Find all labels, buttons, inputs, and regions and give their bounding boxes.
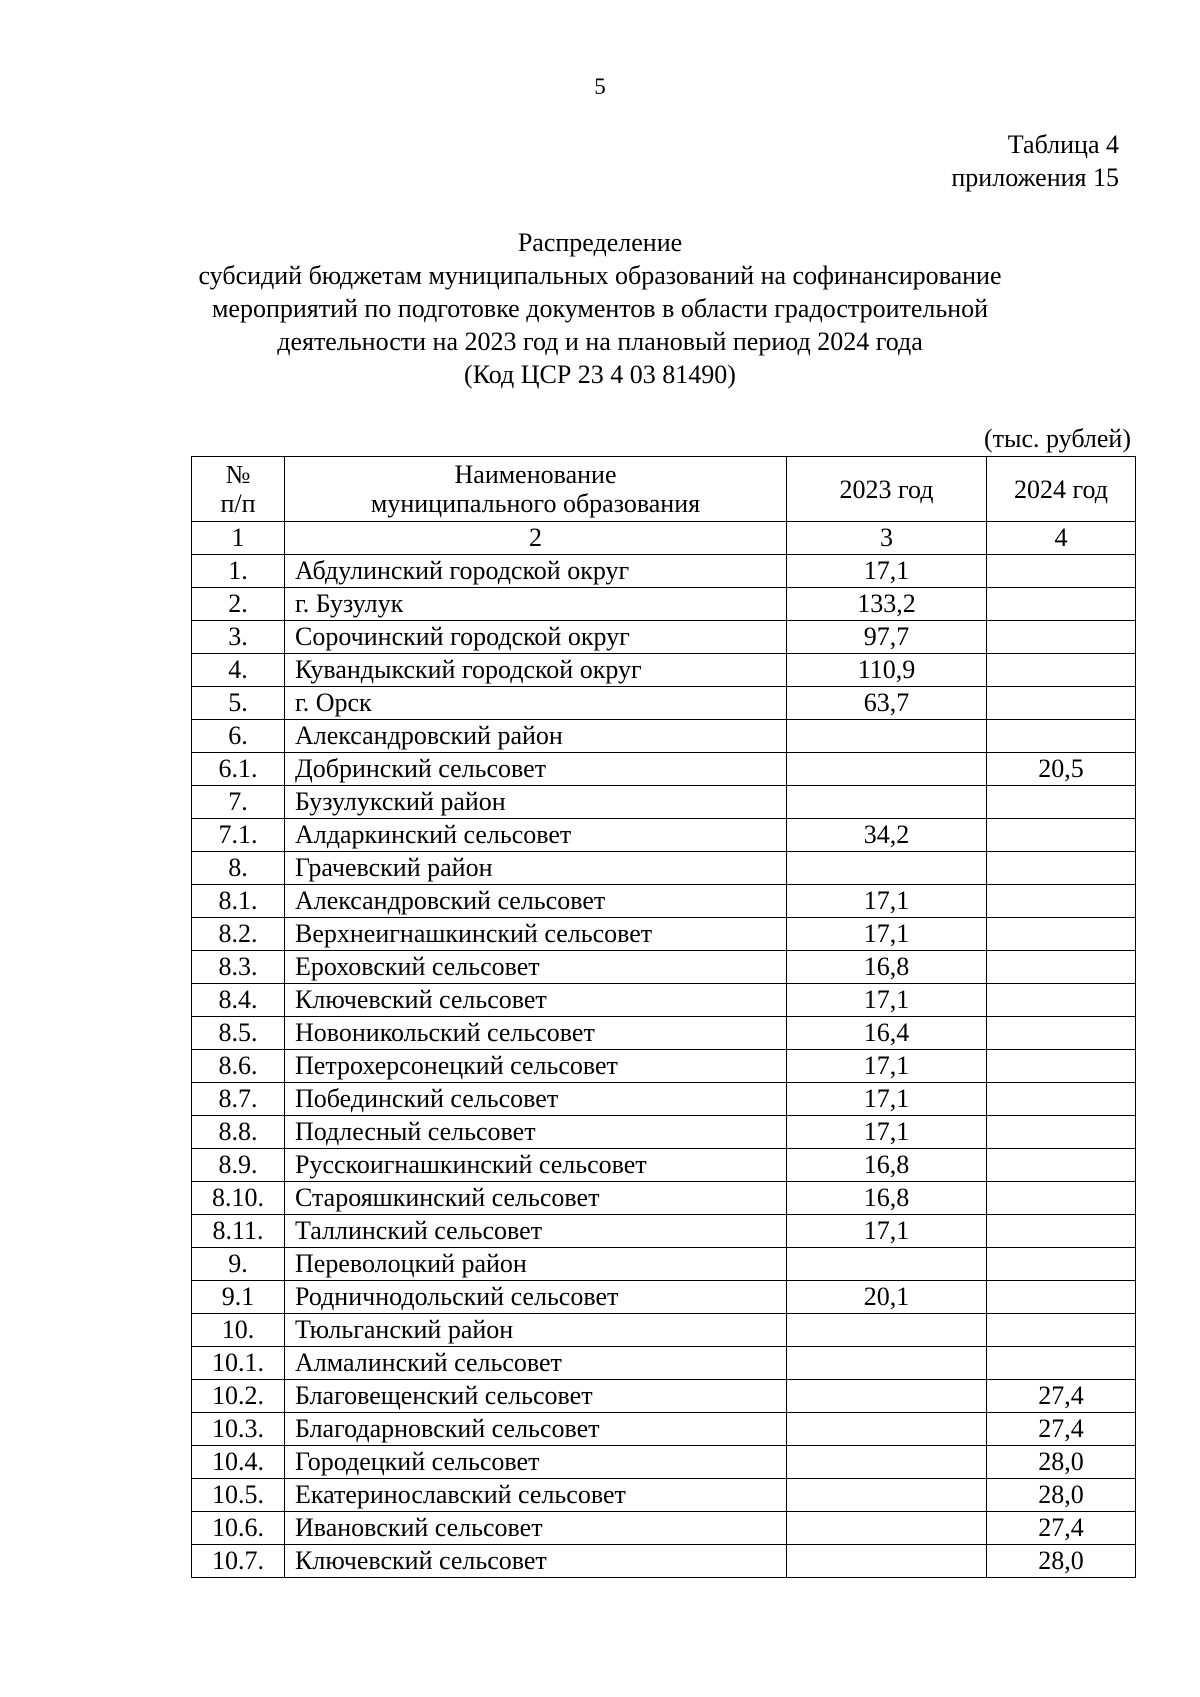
row-name: Благовещенский сельсовет bbox=[285, 1380, 787, 1413]
row-value-2023 bbox=[787, 1248, 987, 1281]
subsidy-table bbox=[191, 456, 1136, 1578]
table-row bbox=[192, 720, 1136, 753]
header-name bbox=[285, 457, 787, 522]
row-value-2024 bbox=[987, 1215, 1136, 1248]
table-row bbox=[192, 1281, 1136, 1314]
row-value-2024 bbox=[987, 1314, 1136, 1347]
header-2024: 2024 год bbox=[987, 457, 1136, 522]
table-row bbox=[192, 951, 1136, 984]
col-number-3: 3 bbox=[787, 522, 987, 555]
row-number: 6.1. bbox=[192, 753, 285, 786]
row-value-2024 bbox=[987, 1281, 1136, 1314]
row-number: 8.2. bbox=[192, 918, 285, 951]
row-value-2024 bbox=[987, 819, 1136, 852]
row-value-2024: 27,4 bbox=[987, 1512, 1136, 1545]
row-value-2023: 17,1 bbox=[787, 984, 987, 1017]
col-number-2: 2 bbox=[285, 522, 787, 555]
row-name: Грачевский район bbox=[285, 852, 787, 885]
row-name: Старояшкинский сельсовет bbox=[285, 1182, 787, 1215]
row-number: 4. bbox=[192, 654, 285, 687]
row-name: Екатеринославский сельсовет bbox=[285, 1479, 787, 1512]
col-number-1: 1 bbox=[192, 522, 285, 555]
table-row bbox=[192, 1380, 1136, 1413]
row-name: Сорочинский городской округ bbox=[285, 621, 787, 654]
row-number: 8.4. bbox=[192, 984, 285, 1017]
row-value-2024 bbox=[987, 984, 1136, 1017]
table-row bbox=[192, 1017, 1136, 1050]
row-name: Абдулинский городской округ bbox=[285, 555, 787, 588]
units-label: (тыс. рублей) bbox=[983, 424, 1131, 453]
row-name: Александровский сельсовет bbox=[285, 885, 787, 918]
table-row bbox=[192, 1512, 1136, 1545]
table-row bbox=[192, 621, 1136, 654]
title-line3: мероприятий по подготовке документов в области градостроительной bbox=[211, 294, 989, 323]
table-row bbox=[192, 819, 1136, 852]
header-name-line2: муниципального образования bbox=[370, 489, 701, 518]
row-number: 10.7. bbox=[192, 1545, 285, 1578]
table-row bbox=[192, 1479, 1136, 1512]
row-name: Ивановский сельсовет bbox=[285, 1512, 787, 1545]
row-name: Ероховский сельсовет bbox=[285, 951, 787, 984]
row-value-2024: 28,0 bbox=[987, 1479, 1136, 1512]
row-name: Алмалинский сельсовет bbox=[285, 1347, 787, 1380]
row-value-2023: 17,1 bbox=[787, 1083, 987, 1116]
row-value-2024 bbox=[987, 720, 1136, 753]
table-row bbox=[192, 984, 1136, 1017]
row-value-2024 bbox=[987, 654, 1136, 687]
row-number: 8.5. bbox=[192, 1017, 285, 1050]
table-ref-line2: приложения 15 bbox=[951, 163, 1119, 192]
column-number-row bbox=[192, 522, 1136, 555]
row-value-2023 bbox=[787, 1380, 987, 1413]
row-value-2023: 17,1 bbox=[787, 555, 987, 588]
row-value-2023: 16,8 bbox=[787, 1182, 987, 1215]
row-value-2023: 17,1 bbox=[787, 1116, 987, 1149]
row-name: г. Бузулук bbox=[285, 588, 787, 621]
row-value-2024 bbox=[987, 1116, 1136, 1149]
row-name: Побединский сельсовет bbox=[285, 1083, 787, 1116]
row-value-2024: 28,0 bbox=[987, 1446, 1136, 1479]
table-row bbox=[192, 786, 1136, 819]
row-value-2023 bbox=[787, 786, 987, 819]
row-value-2024 bbox=[987, 588, 1136, 621]
table-row bbox=[192, 918, 1136, 951]
row-value-2024 bbox=[987, 1248, 1136, 1281]
row-value-2023: 17,1 bbox=[787, 1050, 987, 1083]
table-row bbox=[192, 753, 1136, 786]
row-number: 10.4. bbox=[192, 1446, 285, 1479]
row-number: 6. bbox=[192, 720, 285, 753]
table-row bbox=[192, 1248, 1136, 1281]
row-name: Тюльганский район bbox=[285, 1314, 787, 1347]
row-number: 7.1. bbox=[192, 819, 285, 852]
row-value-2023 bbox=[787, 1512, 987, 1545]
row-value-2024: 20,5 bbox=[987, 753, 1136, 786]
row-value-2023: 16,8 bbox=[787, 1149, 987, 1182]
row-value-2023: 17,1 bbox=[787, 1215, 987, 1248]
row-number: 8.9. bbox=[192, 1149, 285, 1182]
row-value-2024: 28,0 bbox=[987, 1545, 1136, 1578]
table-row bbox=[192, 1545, 1136, 1578]
page-number: 5 bbox=[594, 74, 606, 99]
row-value-2023: 97,7 bbox=[787, 621, 987, 654]
table-row bbox=[192, 1215, 1136, 1248]
row-value-2023: 110,9 bbox=[787, 654, 987, 687]
title-line4: деятельности на 2023 год и на плановый период 2024 года bbox=[277, 327, 923, 356]
row-number: 5. bbox=[192, 687, 285, 720]
row-value-2023 bbox=[787, 1446, 987, 1479]
row-value-2023: 63,7 bbox=[787, 687, 987, 720]
row-value-2024 bbox=[987, 555, 1136, 588]
table-row bbox=[192, 687, 1136, 720]
table-row bbox=[192, 1050, 1136, 1083]
row-number: 9.1 bbox=[192, 1281, 285, 1314]
row-name: Бузулукский район bbox=[285, 786, 787, 819]
row-value-2023: 34,2 bbox=[787, 819, 987, 852]
table-row bbox=[192, 885, 1136, 918]
table-ref-line1: Таблица 4 bbox=[1007, 130, 1119, 159]
row-number: 8.3. bbox=[192, 951, 285, 984]
row-value-2024 bbox=[987, 1083, 1136, 1116]
row-value-2024 bbox=[987, 852, 1136, 885]
row-name: Александровский район bbox=[285, 720, 787, 753]
row-value-2023: 20,1 bbox=[787, 1281, 987, 1314]
row-number: 8.8. bbox=[192, 1116, 285, 1149]
table-row bbox=[192, 1149, 1136, 1182]
row-value-2023 bbox=[787, 1479, 987, 1512]
row-value-2023 bbox=[787, 852, 987, 885]
row-name: Городецкий сельсовет bbox=[285, 1446, 787, 1479]
row-number: 8.1. bbox=[192, 885, 285, 918]
row-number: 3. bbox=[192, 621, 285, 654]
row-value-2023 bbox=[787, 1413, 987, 1446]
row-number: 2. bbox=[192, 588, 285, 621]
row-number: 7. bbox=[192, 786, 285, 819]
row-number: 10.5. bbox=[192, 1479, 285, 1512]
row-value-2023 bbox=[787, 1347, 987, 1380]
row-value-2023 bbox=[787, 753, 987, 786]
row-number: 8.7. bbox=[192, 1083, 285, 1116]
header-name-line1: Наименование bbox=[454, 460, 617, 489]
table-row bbox=[192, 1347, 1136, 1380]
title-line2: субсидий бюджетам муниципальных образований на софинансирование bbox=[198, 261, 1002, 290]
row-value-2024 bbox=[987, 1050, 1136, 1083]
row-value-2024 bbox=[987, 885, 1136, 918]
header-num-line1: № bbox=[225, 460, 251, 489]
row-value-2023: 16,4 bbox=[787, 1017, 987, 1050]
header-num bbox=[192, 457, 285, 522]
document-title bbox=[180, 226, 1020, 391]
row-value-2024 bbox=[987, 1182, 1136, 1215]
table-row bbox=[192, 1182, 1136, 1215]
row-value-2024 bbox=[987, 786, 1136, 819]
row-number: 10.2. bbox=[192, 1380, 285, 1413]
table-row bbox=[192, 852, 1136, 885]
row-name: Кувандыкский городской округ bbox=[285, 654, 787, 687]
header-2023: 2023 год bbox=[787, 457, 987, 522]
table-row bbox=[192, 654, 1136, 687]
row-name: Подлесный сельсовет bbox=[285, 1116, 787, 1149]
row-name: Переволоцкий район bbox=[285, 1248, 787, 1281]
row-number: 1. bbox=[192, 555, 285, 588]
table-row bbox=[192, 588, 1136, 621]
row-name: Ключевский сельсовет bbox=[285, 1545, 787, 1578]
table-row bbox=[192, 1413, 1136, 1446]
row-value-2023: 16,8 bbox=[787, 951, 987, 984]
table-row bbox=[192, 1116, 1136, 1149]
row-number: 9. bbox=[192, 1248, 285, 1281]
row-value-2024 bbox=[987, 951, 1136, 984]
row-name: Добринский сельсовет bbox=[285, 753, 787, 786]
row-value-2024 bbox=[987, 1347, 1136, 1380]
row-name: Родничнодольский сельсовет bbox=[285, 1281, 787, 1314]
row-value-2023 bbox=[787, 1314, 987, 1347]
row-number: 10. bbox=[192, 1314, 285, 1347]
row-number: 10.3. bbox=[192, 1413, 285, 1446]
row-name: Петрохерсонецкий сельсовет bbox=[285, 1050, 787, 1083]
row-value-2023: 17,1 bbox=[787, 885, 987, 918]
row-value-2023: 133,2 bbox=[787, 588, 987, 621]
table-row bbox=[192, 1314, 1136, 1347]
row-value-2023: 17,1 bbox=[787, 918, 987, 951]
row-number: 8.6. bbox=[192, 1050, 285, 1083]
row-name: Таллинский сельсовет bbox=[285, 1215, 787, 1248]
title-line5: (Код ЦСР 23 4 03 81490) bbox=[464, 360, 736, 389]
row-name: Верхнеигнашкинский сельсовет bbox=[285, 918, 787, 951]
row-name: Русскоигнашкинский сельсовет bbox=[285, 1149, 787, 1182]
row-name: Алдаркинский сельсовет bbox=[285, 819, 787, 852]
row-value-2023 bbox=[787, 1545, 987, 1578]
table-row bbox=[192, 555, 1136, 588]
row-value-2024 bbox=[987, 918, 1136, 951]
row-value-2024 bbox=[987, 621, 1136, 654]
row-number: 10.1. bbox=[192, 1347, 285, 1380]
row-number: 10.6. bbox=[192, 1512, 285, 1545]
row-name: Новоникольский сельсовет bbox=[285, 1017, 787, 1050]
row-number: 8.11. bbox=[192, 1215, 285, 1248]
row-number: 8. bbox=[192, 852, 285, 885]
row-value-2023 bbox=[787, 720, 987, 753]
row-value-2024 bbox=[987, 687, 1136, 720]
row-value-2024 bbox=[987, 1149, 1136, 1182]
row-name: Благодарновский сельсовет bbox=[285, 1413, 787, 1446]
table-row bbox=[192, 1446, 1136, 1479]
table-row bbox=[192, 1083, 1136, 1116]
header-row bbox=[192, 457, 1136, 522]
row-name: г. Орск bbox=[285, 687, 787, 720]
row-value-2024: 27,4 bbox=[987, 1413, 1136, 1446]
header-num-line2: п/п bbox=[220, 489, 256, 518]
row-name: Ключевский сельсовет bbox=[285, 984, 787, 1017]
row-value-2024 bbox=[987, 1017, 1136, 1050]
row-number: 8.10. bbox=[192, 1182, 285, 1215]
col-number-4: 4 bbox=[987, 522, 1136, 555]
table-body bbox=[192, 555, 1136, 1578]
table-reference bbox=[951, 128, 1119, 194]
row-value-2024: 27,4 bbox=[987, 1380, 1136, 1413]
title-line1: Распределение bbox=[517, 228, 683, 257]
